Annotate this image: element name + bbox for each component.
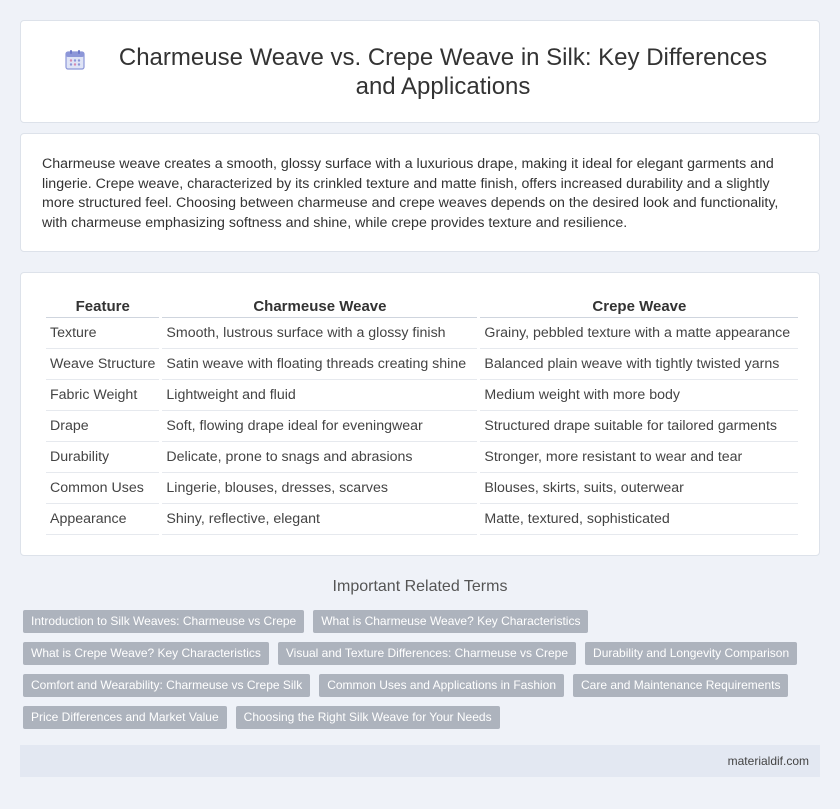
table-cell: Drape <box>46 411 159 442</box>
footer <box>20 745 820 777</box>
table-cell: Matte, textured, sophisticated <box>480 504 798 535</box>
table-cell: Texture <box>46 318 159 349</box>
related-term-tag[interactable]: Price Differences and Market Value <box>23 706 227 729</box>
table-cell: Satin weave with floating threads creating shine <box>162 349 477 380</box>
table-cell: Delicate, prone to snags and abrasions <box>162 442 477 473</box>
table-row <box>46 380 798 411</box>
table-cell: Shiny, reflective, elegant <box>162 504 477 535</box>
table-cell: Weave Structure <box>46 349 159 380</box>
tag-row <box>23 674 803 697</box>
tag-row <box>23 610 803 633</box>
comparison-table <box>43 296 801 535</box>
table-cell: Balanced plain weave with tightly twisted yarns <box>480 349 798 380</box>
table-row <box>46 442 798 473</box>
table-cell: Grainy, pebbled texture with a matte appearance <box>480 318 798 349</box>
related-terms <box>23 610 803 738</box>
table-cell: Durability <box>46 442 159 473</box>
table-header-row <box>46 296 798 318</box>
table-cell: Medium weight with more body <box>480 380 798 411</box>
tag-row <box>23 706 803 729</box>
table-row <box>46 318 798 349</box>
related-term-tag[interactable]: Introduction to Silk Weaves: Charmeuse vs Crepe <box>23 610 304 633</box>
summary-text: Charmeuse weave creates a smooth, glossy surface with a luxurious drape, making it ideal for elegant garments and lingerie. Crepe weave, characterized by its crinkled texture and matte finish, offers increased durability and a slightly more structured feel. Choosing between charmeuse and crepe weaves depends on the desired look and functionality, with charmeuse emphasizing softness and shine, while crepe provides texture and resilience. <box>42 156 779 231</box>
summary-card <box>20 133 820 252</box>
related-term-tag[interactable]: Visual and Texture Differences: Charmeuse vs Crepe <box>278 642 576 665</box>
table-cell: Structured drape suitable for tailored garments <box>480 411 798 442</box>
title-wrap <box>21 43 819 101</box>
related-term-tag[interactable]: What is Charmeuse Weave? Key Characteristics <box>313 610 588 633</box>
related-term-tag[interactable]: What is Crepe Weave? Key Characteristics <box>23 642 269 665</box>
comparison-card <box>20 272 820 556</box>
header-crepe: Crepe Weave <box>480 296 798 318</box>
table-cell: Soft, flowing drape ideal for eveningwear <box>162 411 477 442</box>
table-row <box>46 504 798 535</box>
page-title: Charmeuse Weave vs. Crepe Weave in Silk: Key Differences and Applications <box>118 44 768 100</box>
table-cell: Blouses, skirts, suits, outerwear <box>480 473 798 504</box>
table-cell: Fabric Weight <box>46 380 159 411</box>
table-row <box>46 411 798 442</box>
related-term-tag[interactable]: Common Uses and Applications in Fashion <box>319 674 564 697</box>
related-terms-heading: Important Related Terms <box>332 578 508 595</box>
tag-row <box>23 642 803 665</box>
related-term-tag[interactable]: Comfort and Wearability: Charmeuse vs Crepe Silk <box>23 674 310 697</box>
table-cell: Stronger, more resistant to wear and tear <box>480 442 798 473</box>
header-feature: Feature <box>46 296 159 318</box>
related-term-tag[interactable]: Durability and Longevity Comparison <box>585 642 797 665</box>
table-row <box>46 349 798 380</box>
table-cell: Lingerie, blouses, dresses, scarves <box>162 473 477 504</box>
table-cell: Smooth, lustrous surface with a glossy finish <box>162 318 477 349</box>
calendar-icon <box>64 49 86 71</box>
table-cell: Common Uses <box>46 473 159 504</box>
related-term-tag[interactable]: Choosing the Right Silk Weave for Your Needs <box>236 706 500 729</box>
table-row <box>46 473 798 504</box>
title-card <box>20 20 820 123</box>
related-term-tag[interactable]: Care and Maintenance Requirements <box>573 674 788 697</box>
header-charmeuse: Charmeuse Weave <box>162 296 477 318</box>
footer-site-link[interactable]: materialdif.com <box>727 754 809 768</box>
table-cell: Appearance <box>46 504 159 535</box>
table-cell: Lightweight and fluid <box>162 380 477 411</box>
